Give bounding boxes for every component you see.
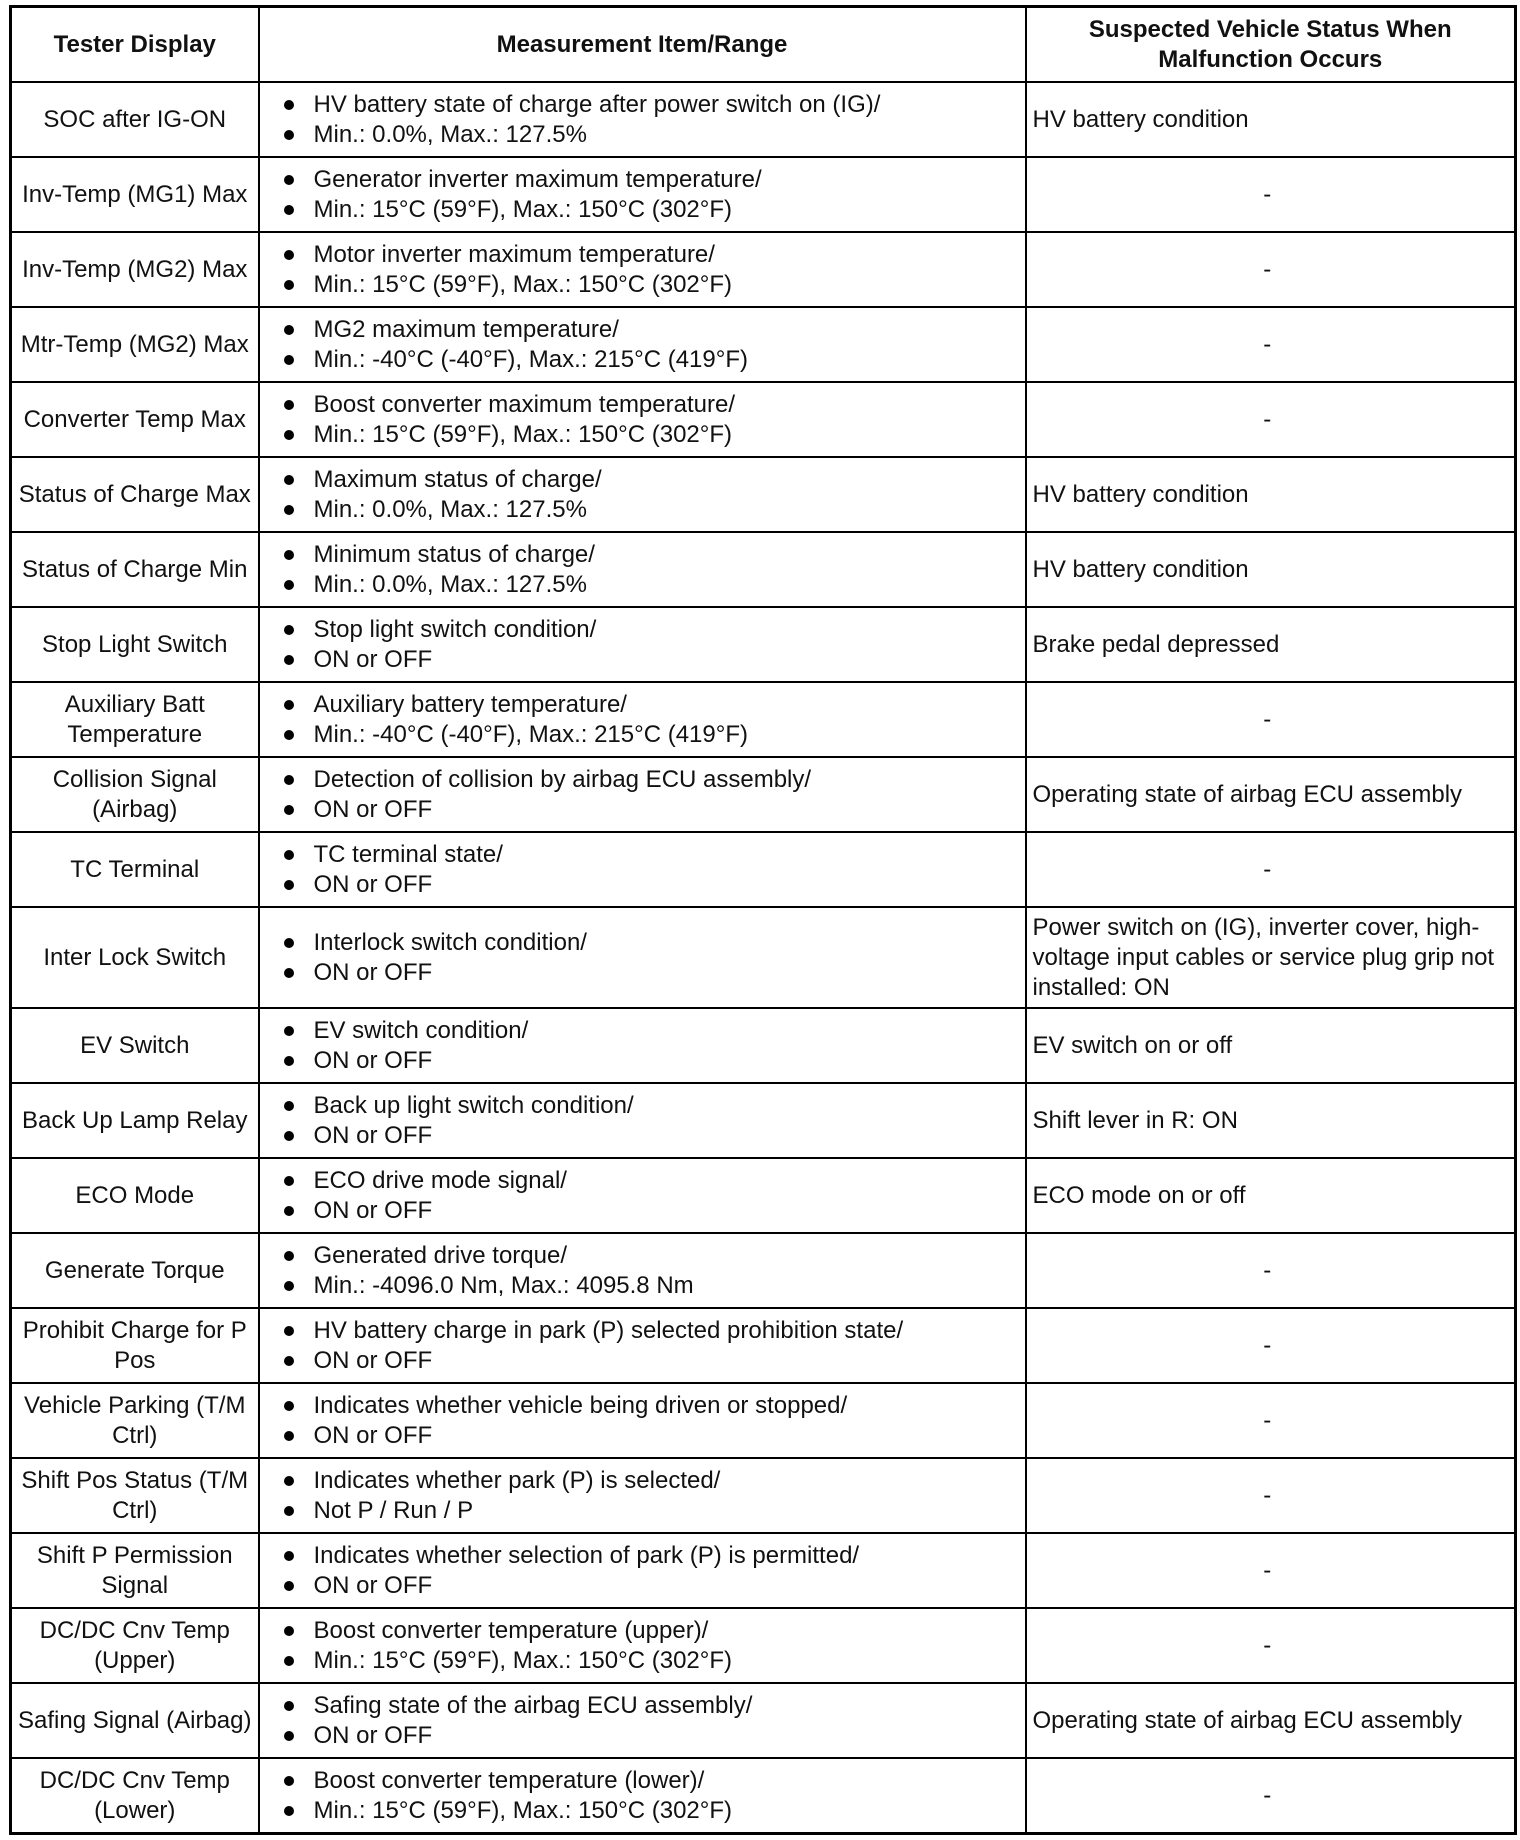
measurement-item-text: TC terminal state/ xyxy=(313,840,503,868)
bullet-icon xyxy=(284,1806,294,1816)
tester-display-cell: Inter Lock Switch xyxy=(11,907,259,1008)
bullet-icon xyxy=(284,1656,294,1666)
table-row xyxy=(11,1533,1516,1608)
measurement-item-text: Boost converter temperature (upper)/ xyxy=(313,1616,709,1644)
bullet-icon xyxy=(284,1506,294,1516)
measurement-item-text: Generator inverter maximum temperature/ xyxy=(313,165,762,193)
measurement-range-text: ON or OFF xyxy=(313,1721,433,1749)
data-list-table xyxy=(9,5,1517,1835)
measurement-range xyxy=(284,195,1025,225)
measurement-range xyxy=(284,1496,1025,1526)
measurement-range-text: ON or OFF xyxy=(313,1046,433,1074)
suspected-status-cell: - xyxy=(1026,382,1516,457)
suspected-status-cell: - xyxy=(1026,307,1516,382)
suspected-status-cell: EV switch on or off xyxy=(1026,1008,1516,1083)
measurement-range-text: Min.: 15°C (59°F), Max.: 150°C (302°F) xyxy=(313,420,733,448)
measurement-cell xyxy=(259,1383,1026,1458)
measurement-item xyxy=(284,1616,1025,1646)
measurement-range xyxy=(284,1121,1025,1151)
bullet-icon xyxy=(284,655,294,665)
bullet-icon xyxy=(284,250,294,260)
bullet-icon xyxy=(284,355,294,365)
measurement-range xyxy=(284,345,1025,375)
measurement-range xyxy=(284,1646,1025,1676)
suspected-status-cell: - xyxy=(1026,1758,1516,1834)
measurement-range xyxy=(284,720,1025,750)
table-row xyxy=(11,1383,1516,1458)
measurement-item-text: Motor inverter maximum temperature/ xyxy=(313,240,715,268)
measurement-range-text: ON or OFF xyxy=(313,795,433,823)
measurement-item-text: Safing state of the airbag ECU assembly/ xyxy=(313,1691,753,1719)
measurement-item-text: MG2 maximum temperature/ xyxy=(313,315,619,343)
measurement-range xyxy=(284,795,1025,825)
measurement-cell xyxy=(259,82,1026,157)
measurement-range xyxy=(284,1721,1025,1751)
bullet-icon xyxy=(284,968,294,978)
bullet-icon xyxy=(284,325,294,335)
measurement-range xyxy=(284,495,1025,525)
tester-display-cell: Converter Temp Max xyxy=(11,382,259,457)
tester-display-cell: Mtr-Temp (MG2) Max xyxy=(11,307,259,382)
measurement-range-text: Min.: 15°C (59°F), Max.: 150°C (302°F) xyxy=(313,270,733,298)
bullet-icon xyxy=(284,550,294,560)
table-row xyxy=(11,607,1516,682)
table-row xyxy=(11,1008,1516,1083)
table-row xyxy=(11,1083,1516,1158)
tester-display-cell: TC Terminal xyxy=(11,832,259,907)
measurement-cell xyxy=(259,1458,1026,1533)
header-suspected-status xyxy=(1026,7,1516,83)
measurement-range-text: ON or OFF xyxy=(313,1421,433,1449)
measurement-range-text: Min.: 0.0%, Max.: 127.5% xyxy=(313,495,587,523)
tester-display-cell: Safing Signal (Airbag) xyxy=(11,1683,259,1758)
tester-display-cell: Auxiliary Batt Temperature xyxy=(11,682,259,757)
measurement-item-text: Detection of collision by airbag ECU assembly/ xyxy=(313,765,812,793)
measurement-cell xyxy=(259,757,1026,832)
bullet-icon xyxy=(284,938,294,948)
bullet-icon xyxy=(284,1776,294,1786)
suspected-status-cell: ECO mode on or off xyxy=(1026,1158,1516,1233)
bullet-icon xyxy=(284,1551,294,1561)
bullet-icon xyxy=(284,580,294,590)
measurement-cell xyxy=(259,1158,1026,1233)
measurement-range-text: Min.: -40°C (-40°F), Max.: 215°C (419°F) xyxy=(313,345,748,373)
measurement-range xyxy=(284,420,1025,450)
bullet-icon xyxy=(284,775,294,785)
measurement-item-text: HV battery state of charge after power switch on (IG)/ xyxy=(313,90,881,118)
suspected-status-cell: HV battery condition xyxy=(1026,457,1516,532)
bullet-icon xyxy=(284,625,294,635)
bullet-icon xyxy=(284,1326,294,1336)
measurement-range xyxy=(284,958,1025,988)
bullet-icon xyxy=(284,505,294,515)
bullet-icon xyxy=(284,1701,294,1711)
measurement-item xyxy=(284,1466,1025,1496)
bullet-icon xyxy=(284,1401,294,1411)
bullet-icon xyxy=(284,1056,294,1066)
measurement-item xyxy=(284,1241,1025,1271)
tester-display-cell: Inv-Temp (MG2) Max xyxy=(11,232,259,307)
header-measurement: Measurement Item/Range xyxy=(259,7,1026,83)
measurement-item xyxy=(284,540,1025,570)
measurement-item xyxy=(284,1541,1025,1571)
tester-display-cell: Prohibit Charge for P Pos xyxy=(11,1308,259,1383)
bullet-icon xyxy=(284,880,294,890)
measurement-item-text: Minimum status of charge/ xyxy=(313,540,595,568)
table-row xyxy=(11,682,1516,757)
bullet-icon xyxy=(284,1281,294,1291)
table-row xyxy=(11,1158,1516,1233)
measurement-item-text: Generated drive torque/ xyxy=(313,1241,567,1269)
tester-display-cell: SOC after IG-ON xyxy=(11,82,259,157)
measurement-cell xyxy=(259,532,1026,607)
bullet-icon xyxy=(284,850,294,860)
table-row xyxy=(11,457,1516,532)
tester-display-cell: Shift P Permission Signal xyxy=(11,1533,259,1608)
bullet-icon xyxy=(284,1251,294,1261)
measurement-item-text: Maximum status of charge/ xyxy=(313,465,602,493)
bullet-icon xyxy=(284,1101,294,1111)
table-row xyxy=(11,382,1516,457)
table-row xyxy=(11,832,1516,907)
table-row xyxy=(11,1458,1516,1533)
tester-display-cell: Collision Signal (Airbag) xyxy=(11,757,259,832)
measurement-item xyxy=(284,690,1025,720)
tester-display-cell: Status of Charge Min xyxy=(11,532,259,607)
measurement-cell xyxy=(259,1758,1026,1834)
bullet-icon xyxy=(284,1431,294,1441)
suspected-status-cell: Operating state of airbag ECU assembly xyxy=(1026,757,1516,832)
tester-display-cell: DC/DC Cnv Temp (Lower) xyxy=(11,1758,259,1834)
header-suspected-line1: Suspected Vehicle Status When xyxy=(1088,15,1452,43)
measurement-range-text: ON or OFF xyxy=(313,1571,433,1599)
measurement-range xyxy=(284,1346,1025,1376)
measurement-range-text: Min.: -40°C (-40°F), Max.: 215°C (419°F) xyxy=(313,720,748,748)
measurement-cell xyxy=(259,232,1026,307)
measurement-cell xyxy=(259,457,1026,532)
bullet-icon xyxy=(284,1026,294,1036)
bullet-icon xyxy=(284,1176,294,1186)
tester-display-cell: Stop Light Switch xyxy=(11,607,259,682)
table-row xyxy=(11,157,1516,232)
measurement-item-text: Indicates whether vehicle being driven or stopped/ xyxy=(313,1391,848,1419)
suspected-status-cell: - xyxy=(1026,1458,1516,1533)
table-row xyxy=(11,1758,1516,1834)
table-row xyxy=(11,1608,1516,1683)
table-row xyxy=(11,307,1516,382)
measurement-item-text: Stop light switch condition/ xyxy=(313,615,597,643)
tester-display-cell: Status of Charge Max xyxy=(11,457,259,532)
bullet-icon xyxy=(284,400,294,410)
table-row xyxy=(11,532,1516,607)
tester-display-cell: Back Up Lamp Relay xyxy=(11,1083,259,1158)
measurement-range-text: Not P / Run / P xyxy=(313,1496,474,1524)
table-row xyxy=(11,757,1516,832)
table-row xyxy=(11,82,1516,157)
measurement-range xyxy=(284,1046,1025,1076)
measurement-range-text: Min.: 15°C (59°F), Max.: 150°C (302°F) xyxy=(313,1796,733,1824)
measurement-item-text: Boost converter temperature (lower)/ xyxy=(313,1766,705,1794)
suspected-status-cell: Shift lever in R: ON xyxy=(1026,1083,1516,1158)
measurement-range-text: ON or OFF xyxy=(313,645,433,673)
measurement-range-text: Min.: 15°C (59°F), Max.: 150°C (302°F) xyxy=(313,1646,733,1674)
tester-display-cell: ECO Mode xyxy=(11,1158,259,1233)
measurement-range-text: Min.: 0.0%, Max.: 127.5% xyxy=(313,120,587,148)
tester-display-cell: Vehicle Parking (T/M Ctrl) xyxy=(11,1383,259,1458)
measurement-item xyxy=(284,90,1025,120)
measurement-item xyxy=(284,1316,1025,1346)
tester-display-cell: Inv-Temp (MG1) Max xyxy=(11,157,259,232)
table-row xyxy=(11,907,1516,1008)
bullet-icon xyxy=(284,1626,294,1636)
table-row xyxy=(11,1233,1516,1308)
bullet-icon xyxy=(284,1731,294,1741)
measurement-cell xyxy=(259,1608,1026,1683)
measurement-item xyxy=(284,1391,1025,1421)
measurement-item xyxy=(284,1166,1025,1196)
measurement-cell xyxy=(259,1683,1026,1758)
measurement-item-text: HV battery charge in park (P) selected prohibition state/ xyxy=(313,1316,904,1344)
measurement-cell xyxy=(259,682,1026,757)
bullet-icon xyxy=(284,730,294,740)
tester-display-cell: Shift Pos Status (T/M Ctrl) xyxy=(11,1458,259,1533)
measurement-range xyxy=(284,1421,1025,1451)
measurement-item-text: Boost converter maximum temperature/ xyxy=(313,390,735,418)
measurement-range xyxy=(284,1571,1025,1601)
measurement-cell xyxy=(259,1308,1026,1383)
tester-display-cell: DC/DC Cnv Temp (Upper) xyxy=(11,1608,259,1683)
suspected-status-cell: - xyxy=(1026,232,1516,307)
suspected-status-cell: Power switch on (IG), inverter cover, high-voltage input cables or service plug grip not installed: ON xyxy=(1026,907,1516,1008)
suspected-status-cell: - xyxy=(1026,832,1516,907)
measurement-item xyxy=(284,165,1025,195)
measurement-item xyxy=(284,615,1025,645)
bullet-icon xyxy=(284,805,294,815)
measurement-item xyxy=(284,465,1025,495)
measurement-range xyxy=(284,1271,1025,1301)
measurement-range-text: ON or OFF xyxy=(313,1196,433,1224)
measurement-item xyxy=(284,390,1025,420)
header-tester-display: Tester Display xyxy=(11,7,259,83)
measurement-cell xyxy=(259,307,1026,382)
suspected-status-cell: - xyxy=(1026,1308,1516,1383)
measurement-range xyxy=(284,1796,1025,1826)
suspected-status-cell: HV battery condition xyxy=(1026,82,1516,157)
suspected-status-cell: - xyxy=(1026,157,1516,232)
measurement-range xyxy=(284,645,1025,675)
measurement-range-text: Min.: 15°C (59°F), Max.: 150°C (302°F) xyxy=(313,195,733,223)
tester-display-cell: Generate Torque xyxy=(11,1233,259,1308)
measurement-range xyxy=(284,270,1025,300)
measurement-item-text: Indicates whether park (P) is selected/ xyxy=(313,1466,721,1494)
measurement-item xyxy=(284,315,1025,345)
measurement-cell xyxy=(259,1233,1026,1308)
measurement-item xyxy=(284,1691,1025,1721)
measurement-cell xyxy=(259,157,1026,232)
measurement-item-text: Auxiliary battery temperature/ xyxy=(313,690,627,718)
measurement-range-text: Min.: 0.0%, Max.: 127.5% xyxy=(313,570,587,598)
bullet-icon xyxy=(284,205,294,215)
bullet-icon xyxy=(284,175,294,185)
measurement-item-text: ECO drive mode signal/ xyxy=(313,1166,567,1194)
measurement-range-text: ON or OFF xyxy=(313,870,433,898)
measurement-cell xyxy=(259,607,1026,682)
measurement-cell xyxy=(259,1533,1026,1608)
measurement-item-text: Indicates whether selection of park (P) is permitted/ xyxy=(313,1541,860,1569)
measurement-cell xyxy=(259,382,1026,457)
suspected-status-cell: - xyxy=(1026,1383,1516,1458)
measurement-cell xyxy=(259,1008,1026,1083)
suspected-status-cell: HV battery condition xyxy=(1026,532,1516,607)
bullet-icon xyxy=(284,1356,294,1366)
bullet-icon xyxy=(284,130,294,140)
suspected-status-cell: - xyxy=(1026,1533,1516,1608)
suspected-status-cell: Brake pedal depressed xyxy=(1026,607,1516,682)
suspected-status-cell: - xyxy=(1026,1233,1516,1308)
table-row xyxy=(11,1683,1516,1758)
suspected-status-cell: Operating state of airbag ECU assembly xyxy=(1026,1683,1516,1758)
tester-display-cell: EV Switch xyxy=(11,1008,259,1083)
table-row xyxy=(11,1308,1516,1383)
bullet-icon xyxy=(284,1131,294,1141)
measurement-item xyxy=(284,1016,1025,1046)
bullet-icon xyxy=(284,280,294,290)
suspected-status-cell: - xyxy=(1026,682,1516,757)
bullet-icon xyxy=(284,475,294,485)
measurement-range-text: ON or OFF xyxy=(313,1121,433,1149)
bullet-icon xyxy=(284,1206,294,1216)
measurement-cell xyxy=(259,1083,1026,1158)
table-row xyxy=(11,232,1516,307)
measurement-item xyxy=(284,840,1025,870)
measurement-range-text: Min.: -4096.0 Nm, Max.: 4095.8 Nm xyxy=(313,1271,694,1299)
measurement-range xyxy=(284,1196,1025,1226)
measurement-range xyxy=(284,870,1025,900)
measurement-range xyxy=(284,570,1025,600)
bullet-icon xyxy=(284,1476,294,1486)
measurement-range-text: ON or OFF xyxy=(313,958,433,986)
bullet-icon xyxy=(284,430,294,440)
bullet-icon xyxy=(284,700,294,710)
measurement-item xyxy=(284,240,1025,270)
measurement-item xyxy=(284,1766,1025,1796)
measurement-cell xyxy=(259,907,1026,1008)
measurement-range xyxy=(284,120,1025,150)
table-header-row xyxy=(11,7,1516,83)
bullet-icon xyxy=(284,1581,294,1591)
measurement-cell xyxy=(259,832,1026,907)
header-suspected-line2: Malfunction Occurs xyxy=(1158,45,1383,73)
measurement-item xyxy=(284,1091,1025,1121)
measurement-item-text: Back up light switch condition/ xyxy=(313,1091,634,1119)
measurement-item xyxy=(284,928,1025,958)
measurement-item xyxy=(284,765,1025,795)
measurement-range-text: ON or OFF xyxy=(313,1346,433,1374)
measurement-item-text: Interlock switch condition/ xyxy=(313,928,587,956)
bullet-icon xyxy=(284,100,294,110)
suspected-status-cell: - xyxy=(1026,1608,1516,1683)
measurement-item-text: EV switch condition/ xyxy=(313,1016,529,1044)
